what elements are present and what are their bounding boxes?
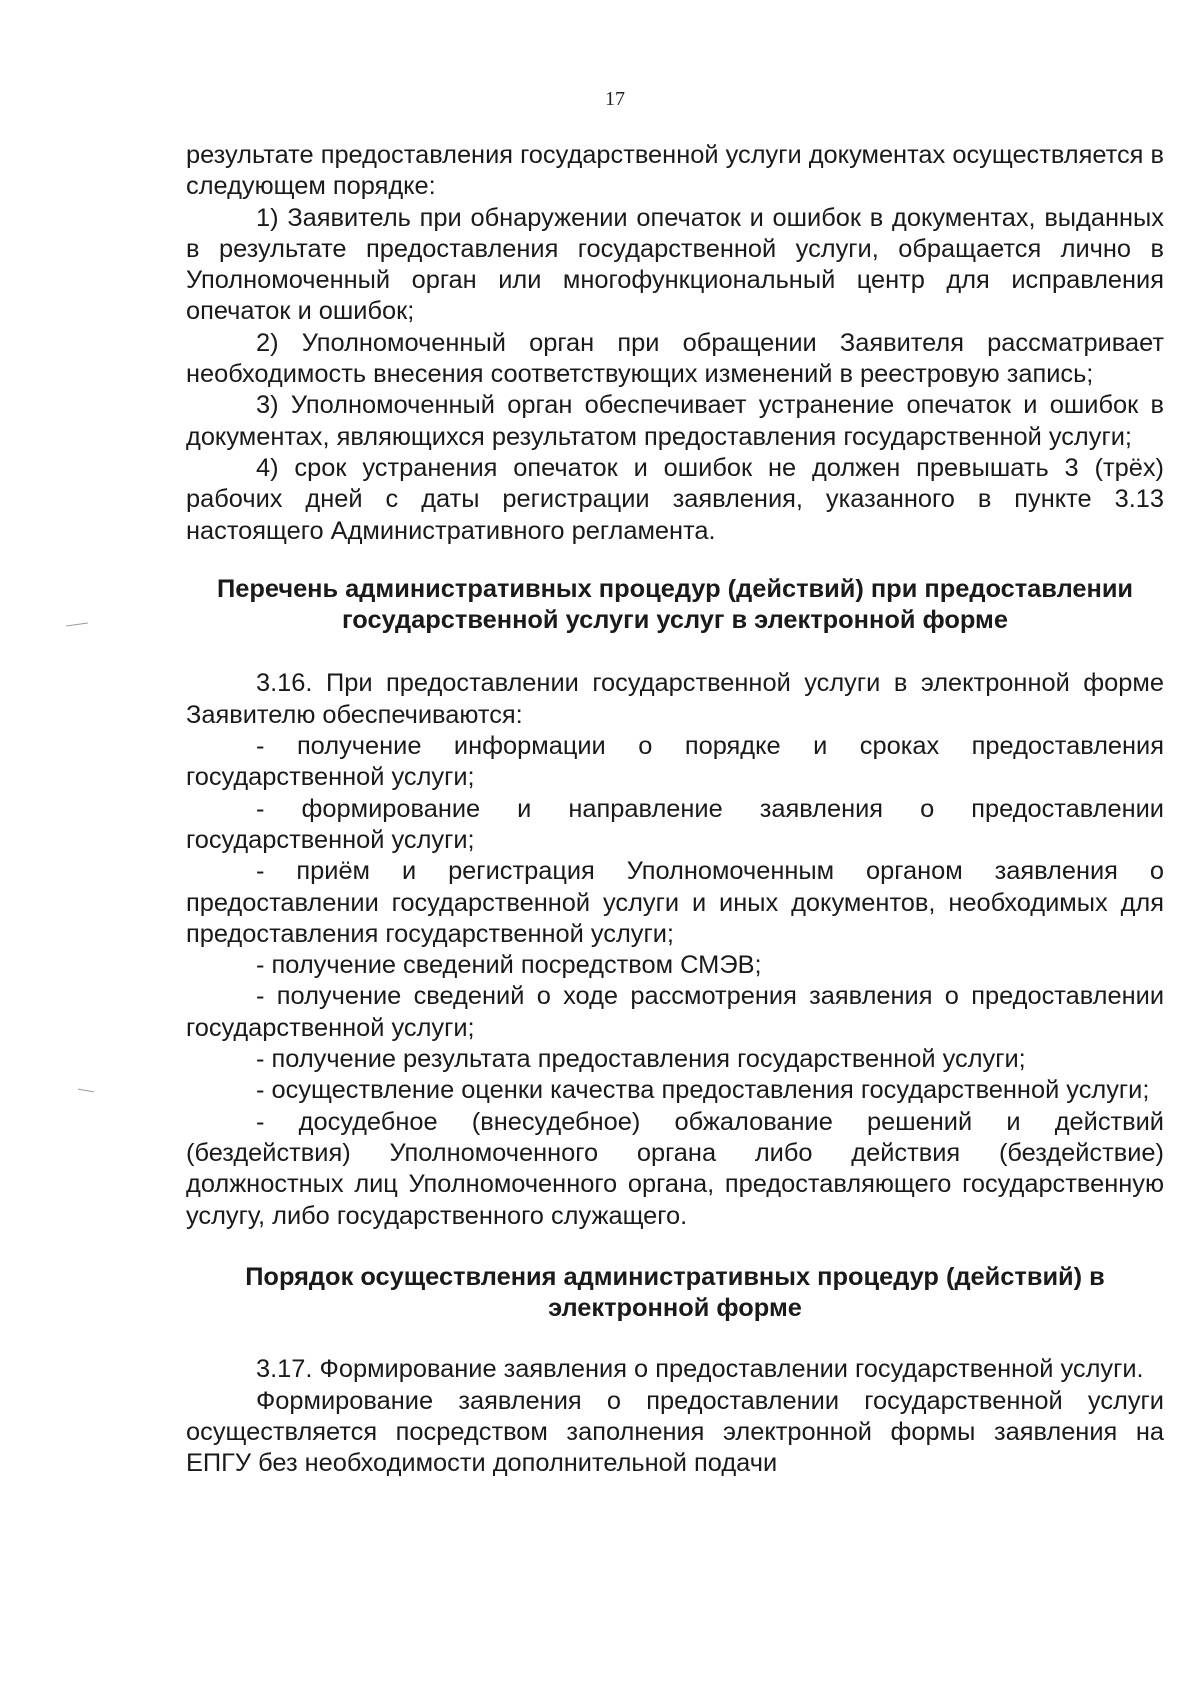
clause-3-16-item: - получение сведений посредством СМЭВ; [256,951,762,980]
spacer [186,636,1164,668]
list-item-4: 4) срок устранения опечаток и ошибок не должен превышать 3 (трёх) рабочих дней с даты регистрации заявления, указанного в пункте 3.13 настоящего Административного регламента. [186,453,1164,545]
clause-3-16-intro: 3.16. При предоставлении государственной услуги в электронной форме Заявителю обеспечиваются: [186,669,1164,729]
section-heading-electronic-procedures-order: Порядок осуществления административных процедур (действий) в электронной форме [245,1262,1105,1323]
list-item-1: 1) Заявитель при обнаружении опечаток и ошибок в документах, выданных в результате предоставления государственной услуги, обращается лично в Уполномоченный орган или многофункциональный центр для исправления опечаток и ошибок; [186,203,1164,326]
list-item-3: 3) Уполномоченный орган обеспечивает устранение опечаток и ошибок в документах, являющихся результатом предоставления государственной услуги; [186,391,1164,451]
spacer [186,1232,1164,1262]
clause-3-16-item: - формирование и направление заявления о предоставлении государственной услуги; [186,794,1164,854]
clause-3-16-item: - досудебное (внесудебное) обжалование решений и действий (бездействия) Уполномоченного органа либо действия (бездействие) должностных лиц Уполномоченного органа, предоставляющего государственную услугу, либо государственного служащего. [186,1107,1164,1230]
clause-3-16-item: - осуществление оценки качества предоставления государственной услуги; [256,1076,1150,1105]
clause-3-17-text: Формирование заявления о предоставлении государственной услуги осуществляется посредством заполнения электронной формы заявления на ЕПГУ без необходимости дополнительной подачи [186,1386,1164,1478]
clause-3-17-intro: 3.17. Формирование заявления о предоставлении государственной услуги. [256,1355,1144,1384]
clause-3-16-item: - приём и регистрация Уполномоченным органом заявления о предоставлении государственной услуги и иных документов, необходимых для предоставления государственной услуги; [186,857,1164,948]
page-content [186,140,1164,1480]
paragraph-continuation: результате предоставления государственной услуги документах осуществляется в следующем порядке: [186,141,1164,201]
spacer [186,547,1164,574]
section-heading-electronic-procedures-list: Перечень административных процедур (действий) при предоставлении государственной услуги услуг в электронной форме [216,574,1134,635]
page-number: 17 [605,88,625,110]
spacer [186,1324,1164,1354]
clause-3-16-item: - получение результата предоставления государственной услуги; [256,1045,1026,1074]
scan-artifact [66,622,88,626]
scan-artifact [78,1089,94,1093]
clause-3-16-item: - получение информации о порядке и сроках предоставления государственной услуги; [186,732,1164,792]
clause-3-16-item: - получение сведений о ходе рассмотрения заявления о предоставлении государственной услуги; [186,982,1164,1042]
list-item-2: 2) Уполномоченный орган при обращении Заявителя рассматривает необходимость внесения соответствующих изменений в реестровую запись; [186,328,1164,389]
